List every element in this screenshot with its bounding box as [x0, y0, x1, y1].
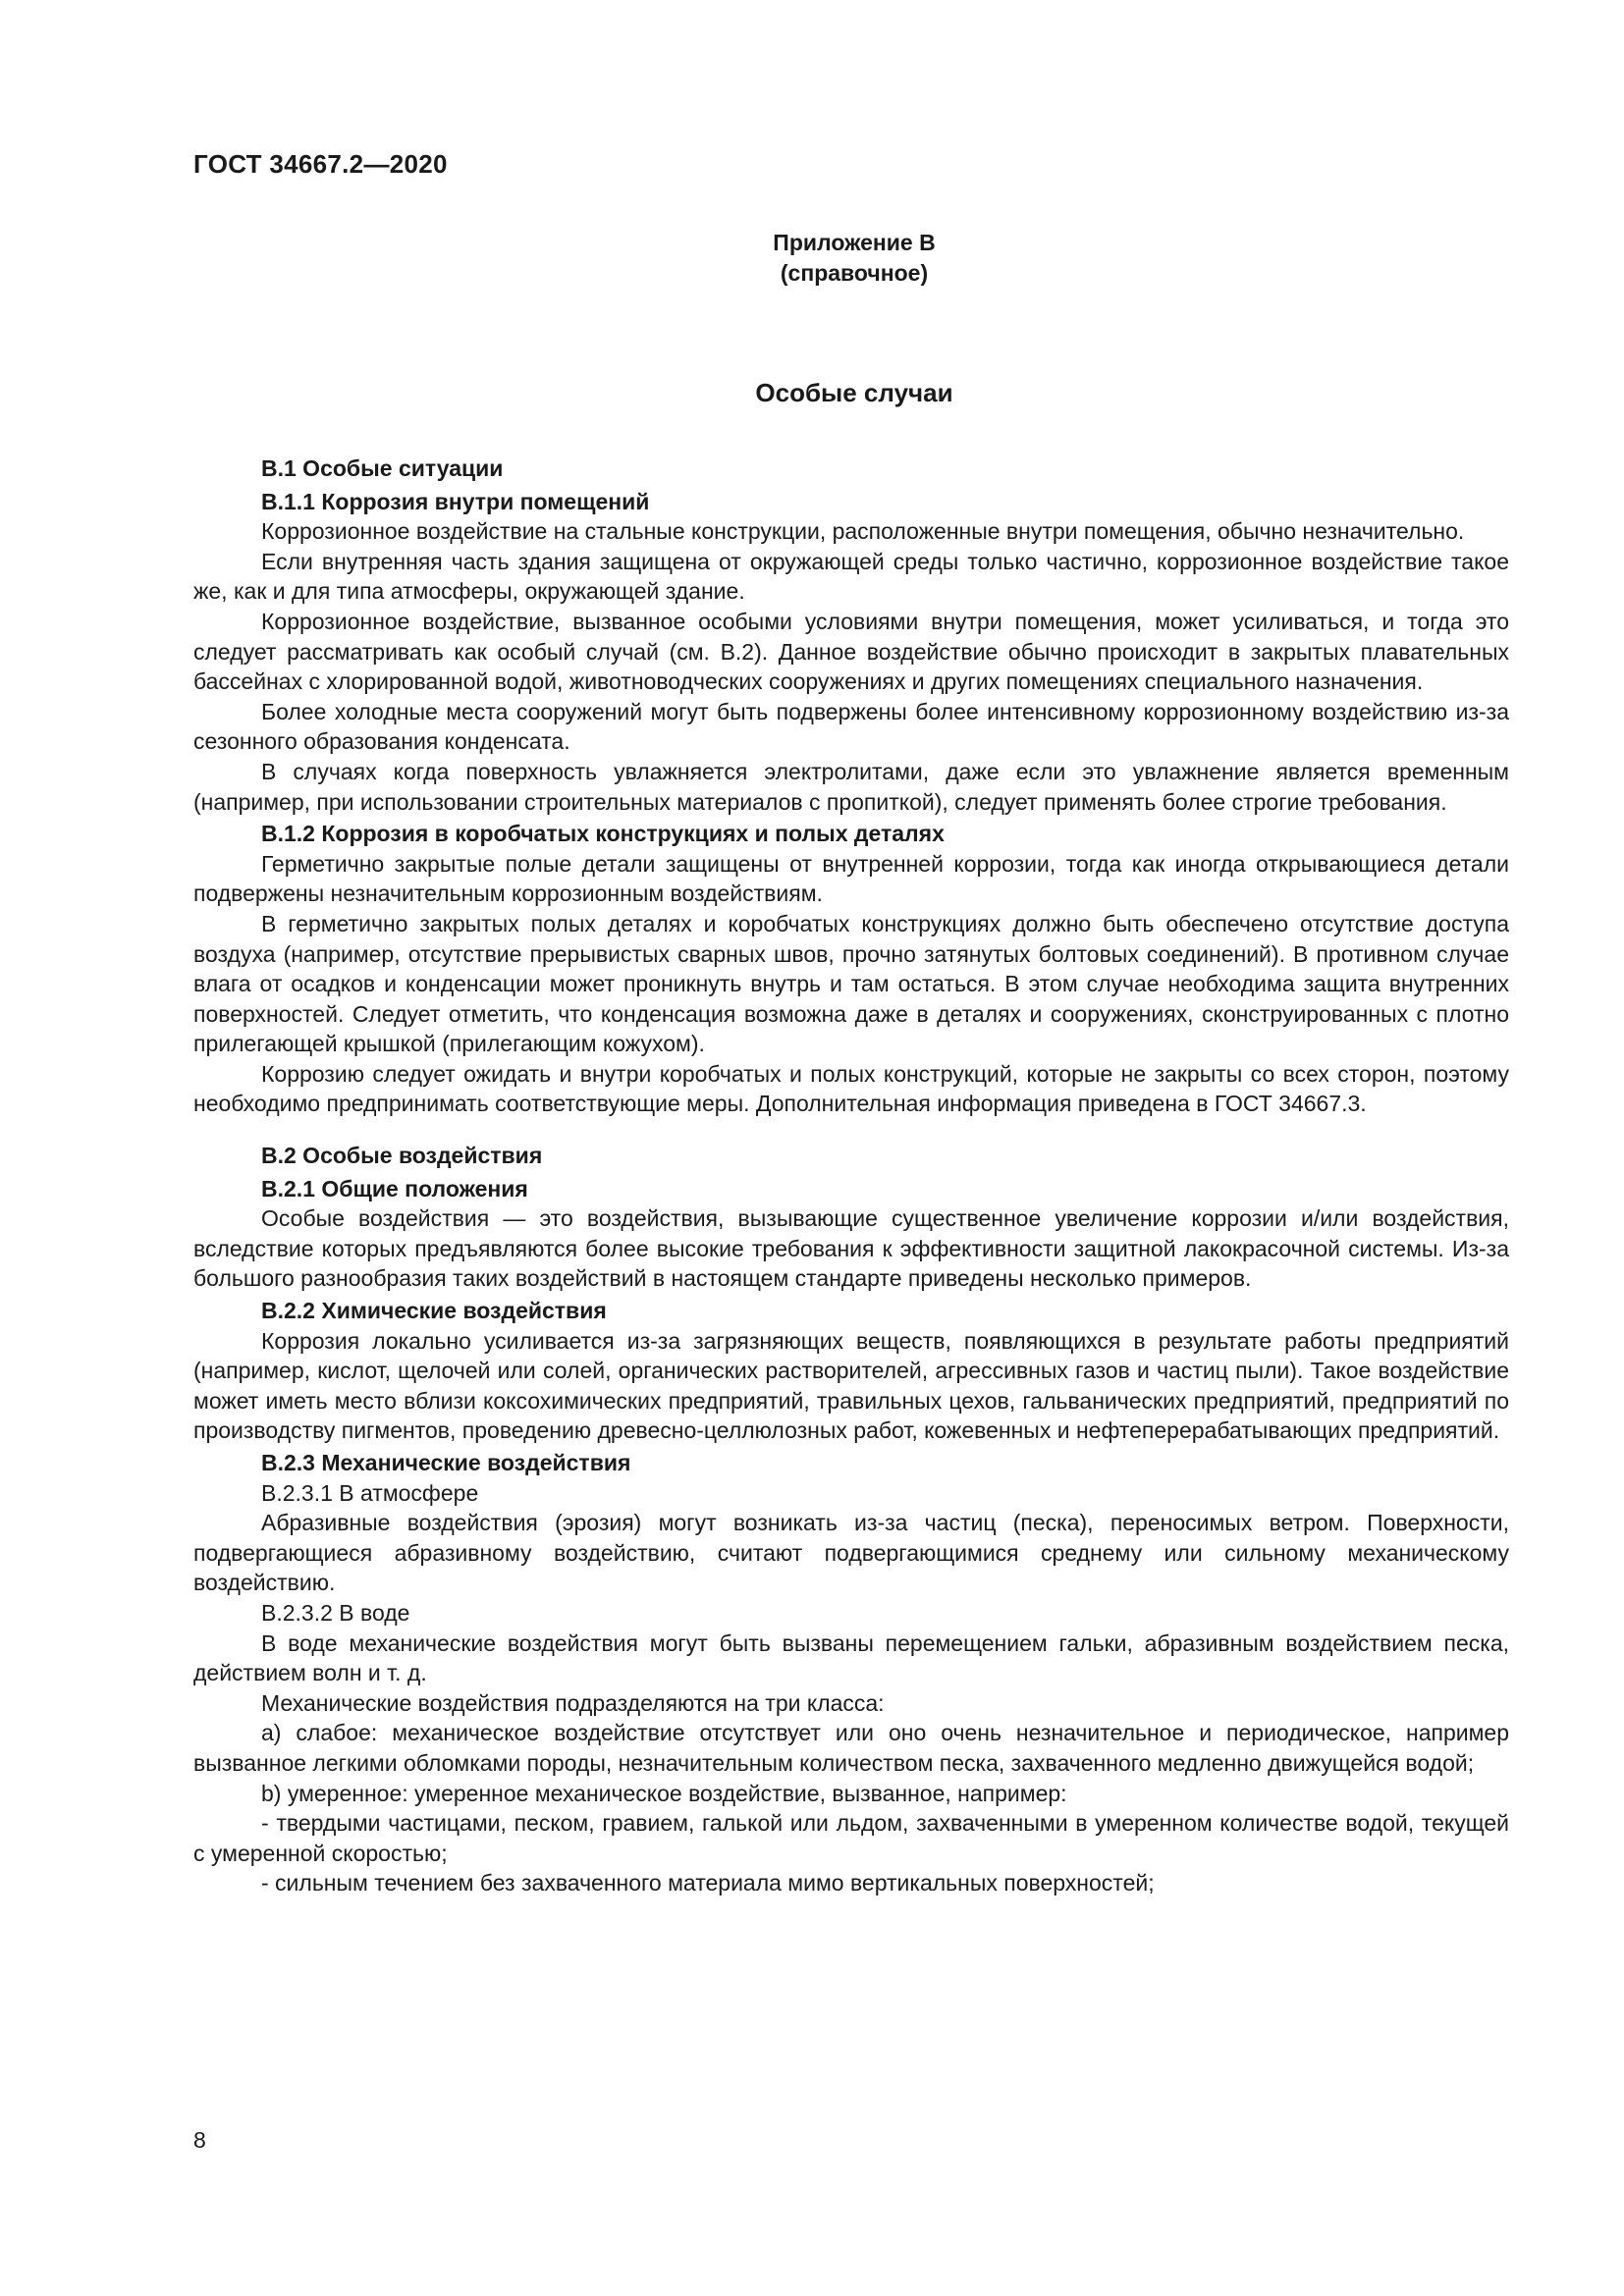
subsection-heading-b23: В.2.3 Механические воздействия: [261, 1450, 631, 1475]
section-gap: [193, 1119, 1509, 1135]
page-title: Особые случаи: [755, 378, 953, 407]
paragraph: В случаях когда поверхность увлажняется электролитами, даже если это увлажнение является временным (например, при использовании строительных материалов с пропиткой), следует применять более строгие требования.: [193, 758, 1509, 815]
paragraph: Более холодные места сооружений могут быть подвержены более интенсивному коррозионному воздействию из-за сезонного образования конденсата.: [193, 698, 1509, 755]
subsection-heading-b21: В.2.1 Общие положения: [261, 1175, 528, 1201]
section-heading-b1: В.1 Особые ситуации: [261, 455, 504, 481]
annex-heading: [0, 228, 1624, 289]
page-number: 8: [193, 2127, 206, 2153]
paragraph: Особые воздействия — это воздействия, вызывающие существенное увеличение коррозии и/или воздействия, вследствие которых предъявляются более высокие требования к эффективности защитной лакокрасочной системы. Из-за большого разнообразия таких воздействий в настоящем стандарте приведены несколько примеров.: [193, 1205, 1509, 1292]
subsection-heading-b12: В.1.2 Коррозия в коробчатых конструкциях и полых деталях: [261, 821, 945, 847]
list-item: b) умеренное: умеренное механическое воздействие, вызванное, например:: [261, 1780, 1067, 1806]
annex-title: Приложение В: [773, 230, 936, 255]
document-body: [193, 454, 1509, 1898]
list-item: - сильным течением без захваченного материала мимо вертикальных поверхностей;: [261, 1870, 1155, 1896]
paragraph: Механические воздействия подразделяются на три класса:: [261, 1689, 885, 1716]
paragraph: Коррозия локально усиливается из-за загрязняющих веществ, появляющихся в результате работы предприятий (например, кислот, щелочей или солей, органических растворителей, агрессивных газов и частиц пыли). Такое воздействие может иметь место вблизи коксохимических предприятий, травильных цехов, гальванических предприятий, предприятий по производству пигментов, проведению древесно-целлюлозных работ, кожевенных и нефтеперерабатывающих предприятий.: [193, 1327, 1509, 1444]
paragraph: Коррозионное воздействие на стальные конструкции, расположенные внутри помещения, обычно незначительно.: [261, 518, 1465, 545]
paragraph: Коррозионное воздействие, вызванное особыми условиями внутри помещения, может усиливаться, и тогда это следует рассматривать как особый случай (см. В.2). Данное воздействие обычно происходит в закрытых плавательных бассейнах с хлорированной водой, животноводческих сооружениях и других помещениях специального назначения.: [193, 608, 1509, 695]
list-item: а) слабое: механическое воздействие отсутствует или оно очень незначительное и периодическое, например вызванное легкими обломками породы, незначительным количеством песка, захваченного медленно движущейся водой;: [193, 1720, 1509, 1776]
subsubsection-heading-b232: В.2.3.2 В воде: [261, 1599, 410, 1626]
paragraph: Если внутренняя часть здания защищена от окружающей среды только частично, коррозионное воздействие такое же, как и для типа атмосферы, окружающей здание.: [193, 548, 1509, 605]
subsubsection-heading-b231: В.2.3.1 В атмосфере: [261, 1479, 479, 1506]
paragraph: Абразивные воздействия (эрозия) могут возникать из-за частиц (песка), переносимых ветром. Поверхности, подвергающиеся абразивному воздействию, считают подвергающимися среднему или сильному механическому воздействию.: [193, 1510, 1509, 1596]
list-item: - твердыми частицами, песком, гравием, галькой или льдом, захваченными в умеренном количестве водой, текущей с умеренной скоростью;: [193, 1810, 1509, 1866]
annex-type: (справочное): [780, 260, 929, 286]
paragraph: В герметично закрытых полых деталях и коробчатых конструкциях должно быть обеспечено отсутствие доступа воздуха (например, отсутствие прерывистых сварных швов, прочно затянутых болтовых соединений). В противном случае влага от осадков и конденсации может проникнуть внутрь и там остаться. В этом случае необходима защита внутренних поверхностей. Следует отметить, что конденсация возможна даже в деталях и сооружениях, сконструированных с плотно прилегающей крышкой (прилегающим кожухом).: [193, 910, 1509, 1057]
section-heading-b2: В.2 Особые воздействия: [261, 1143, 543, 1169]
subsection-heading-b22: В.2.2 Химические воздействия: [261, 1298, 607, 1324]
paragraph: Герметично закрытые полые детали защищены от внутренней коррозии, тогда как иногда открывающиеся детали подвержены незначительным коррозионным воздействиям.: [193, 850, 1509, 907]
paragraph: В воде механические воздействия могут быть вызваны перемещением гальки, абразивным воздействием песка, действием волн и т. д.: [193, 1629, 1509, 1686]
subsection-heading-b11: В.1.1 Коррозия внутри помещений: [261, 488, 650, 514]
paragraph: Коррозию следует ожидать и внутри коробчатых и полых конструкций, которые не закрыты со всех сторон, поэтому необходимо предпринимать соответствующие меры. Дополнительная информация приведена в ГОСТ 34667.3.: [193, 1060, 1509, 1117]
document-code-header: ГОСТ 34667.2—2020: [193, 149, 448, 179]
